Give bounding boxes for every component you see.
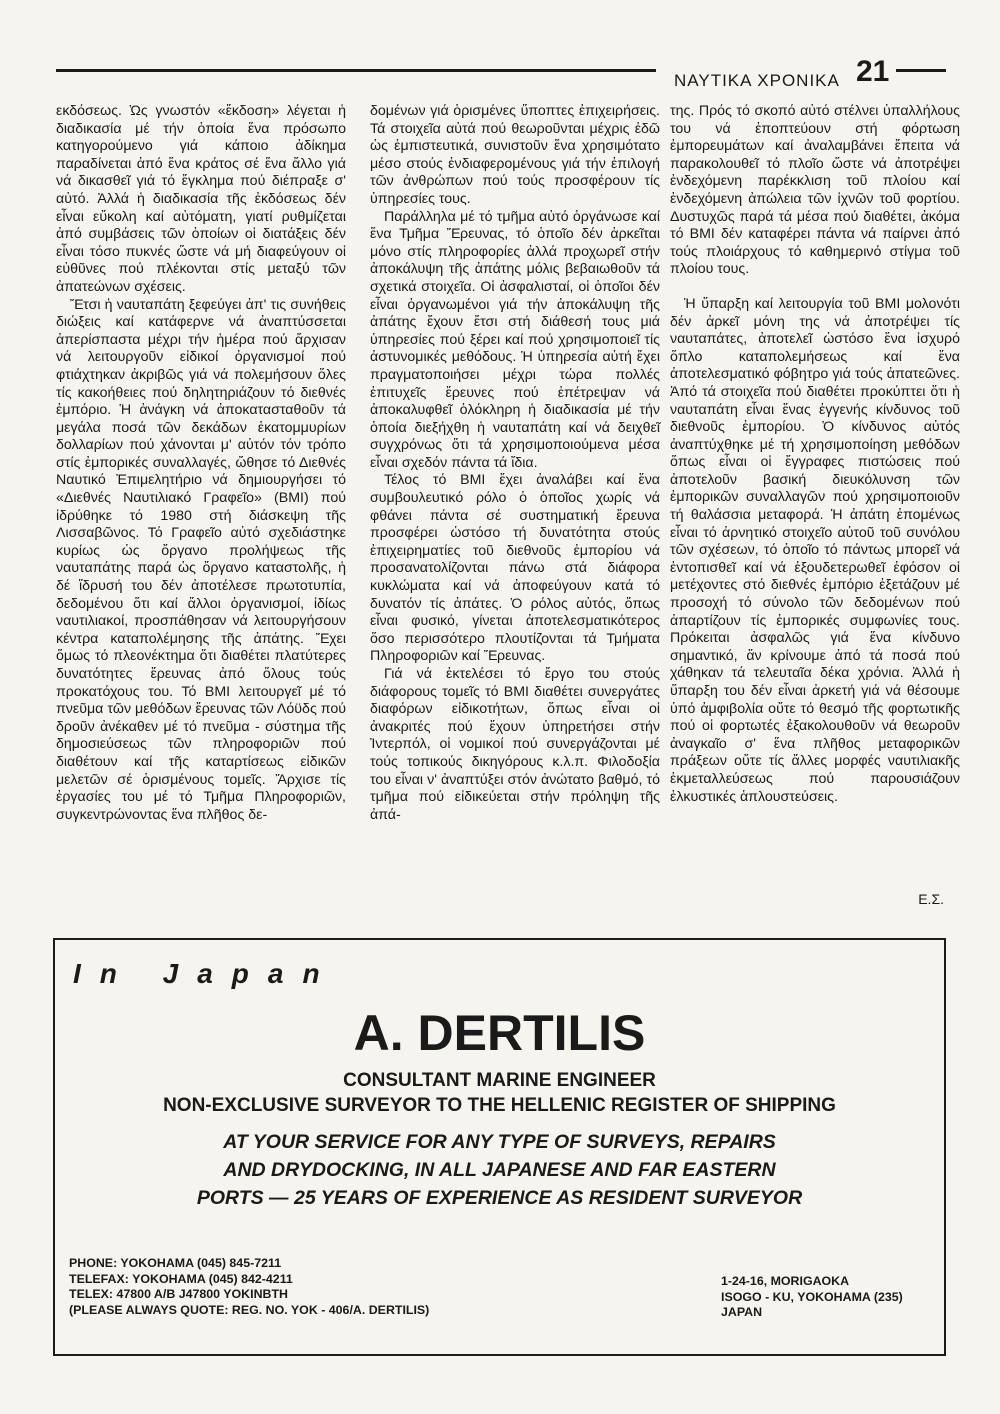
ad-phone: PHONE: YOKOHAMA (045) 845-7211 — [69, 1256, 282, 1270]
header-rule-right — [896, 69, 946, 72]
article-paragraph: Γιά νά ἐκτελέσει τό ἔργο του στούς διάφορους τομεῖς τό ΒΜΙ διαθέτει συνεργάτες διαφόρων εἰδικοτήτων, ὅπως εἶναι οἱ ἀνακριτές πού ἔχουν ὑπηρετήσει στήν Ἰντερπόλ, οἱ νομικοί πού συνεργάζονται μέ τούς τοπικούς δικηγόρους κ.λ.π. Φιλοδοξία του εἶναι ν' ἀναπτύξει στόν ἀνώτατο βαθμό, τό τμῆμα πού εἰδικεύεται στήν πρόληψη τῆς ἀπά- — [370, 666, 660, 823]
ad-service-line: AND DRYDOCKING, IN ALL JAPANESE AND FAR EASTERN — [223, 1159, 776, 1181]
header-rule-left — [56, 69, 656, 72]
article-paragraph: εκδόσεως. Ὡς γνωστόν «ἔκδοση» λέγεται ἡ διαδικασία μέ τήν ὁποία ἕνα πρόσωπο κατηγορούμενο γιά κάποιο ἀδίκημα παραδίνεται ἀπό ἕνα κράτος σέ ἕνα ἄλλο γιά νά δικασθεῖ γιά τό ἔγκλημα πού διέπραξε σ' αὐτό. Ἀλλά ἡ διαδικασία τῆς ἐκδόσεως δέν εἶναι εὔκολη καί αὐτόματη, γιατί ρυθμίζεται ἀπό συμβάσεις τῶν ὁποίων οἱ διατάξεις δέν εἶναι τόσο πυκνές ὥστε νά μή διαφεύγουν οἱ εὐθῦνες πού πλέκονται στίς μεταξύ τῶν ἀπατεώνων σχέσεις. — [56, 103, 346, 295]
ad-telefax: TELEFAX: YOKOHAMA (045) 842-4211 — [69, 1271, 293, 1286]
article-paragraph: Τέλος τό ΒΜΙ ἔχει ἀναλάβει καί ἕνα συμβουλευτικό ρόλο ὁ ὁποῖος χωρίς νά φθάνει πάντα σέ συστηματική ἔρευνα προσφέρει ὡστόσο τή δυνατότητα στούς ἐπιχειρηματίες τοῦ διεθνοῦς ἐμπορίου νά προσανατολίζονται πάνω στά διάφορα κυκλώματα καί νά ἀποφεύγουν κατά τό δυνατόν τίς ἀπάτες. Ὁ ρόλος αὐτός, ὅπως εἶναι φυσικό, γίνεται ἀποτελεσματικότερος ὅσο περισσότερο πλουτίζονται τά Τμήματα Πληροφοριῶν καί Ἔρευνας. — [370, 472, 660, 665]
ad-title: CONSULTANT MARINE ENGINEER — [343, 1070, 656, 1091]
page-number: 21 — [856, 55, 890, 88]
advertisement-box — [53, 938, 946, 1356]
article-column-3 — [670, 103, 960, 806]
ad-address-line: 1-24-16, MORIGAOKA — [721, 1274, 850, 1288]
article-paragraph: δομένων γιά ὁρισμένες ὕποπτες ἐπιχειρήσεις. Τά στοιχεῖα αὐτά πού θεωροῦνται μέχρις ἐδῶ ὡς ἐμπιστευτικά, συνιστοῦν ἕνα χρησιμότατο μέσο στούς ἐνδιαφερομένους γιά τήν ἐπιλογή τῶν ἀνθρώπων πού τούς προσφέρουν τίς ὑπηρεσίες τους. — [370, 103, 660, 207]
article-paragraph: Παράλληλα μέ τό τμῆμα αὐτό ὀργάνωσε καί ἕνα Τμῆμα Ἔρευνας, τό ὁποῖο δέν ἀρκεῖται μόνο στίς πληροφορίες ἀλλά προχωρεῖ στήν ἀποκάλυψη τῆς ἀπάτης μόλις βεβαιωθοῦν τά σχετικά στοιχεῖα. Οἱ ἀσφαλισταί, οἱ ὁποῖοι δέν εἶναι ὀργανωμένοι γιά τήν ἀποκάλυψη τῆς ἀπάτης ἔχουν ἔτσι στή διάθεσή τους μιά ὑπηρεσίες πού ξέρει καί πού χρησιμοποιεῖ τίς ἀστυνομικές μεθόδους. Ἡ ὑπηρεσία αὐτή ἔχει πραγματοποιήσει μέχρι τώρα πολλές ἐπιτυχεῖς ἔρευνες πού ἐπέτρεψαν νά ἀποκαλυφθεῖ ὁλόκληρη ἡ διαδικασία μέ τήν ὁποία διεξήχθη ἡ ναυταπάτη καί νά δειχθεῖ συγχρόνως ὅτι τά χρησιμοποιούμενα μέσα εἶναι σχεδόν πάντα τά ἴδια. — [370, 208, 660, 471]
ad-address — [721, 1274, 903, 1321]
ad-service-text — [55, 1128, 944, 1212]
article-paragraph: Ἡ ὕπαρξη καί λειτουργία τοῦ ΒΜΙ μολονότι δέν ἀρκεῖ μόνη της νά ἀποτρέψει τίς ναυταπάτες, ἀποτελεῖ ὡστόσο ἕνα ἰσχυρό ὅπλο καταπολεμήσεως καί ἕνα ἀποτελεσματικό φόβητρο γιά τούς ἀπατεῶνες. Ἀπό τά στοιχεῖα πού διαθέτει προκύπτει ὅτι ἡ ναυταπάτη εἶναι ἕνας ἐγγενής κίνδυνος τοῦ διεθνοῦς ἐμπορίου. Ὁ κίνδυνος αὐτός ἀναπτύχθηκε μέ τή χρησιμοποίηση μεθόδων ὅπως εἶναι οἱ ἔγγραφες πιστώσεις πού ἀποτελοῦν βασική διευκόλυνση τῶν ἐμπορικῶν συναλλαγῶν πού χρησιμοποιοῦν τή θαλάσσια μεταφορά. Ἡ ἀπάτη ἑπομένως εἶναι τό ἀρνητικό στοιχεῖο αὐτοῦ τοῦ συνόλου τῶν σχέσεων, τό ὁποῖο τό πάντως μπορεῖ νά ἐντοπισθεῖ καί νά ἐξουδετερωθεῖ ἐφόσον οἱ μετέχοντες στό διεθνές ἐμπόριο ἐξετάζουν μέ προσοχή τό σύνολο τῶν δεδομένων πού ἀπαρτίζουν τίς ἐμπορικές συμφωνίες τους. Πρόκειται ἀσφαλῶς γιά ἕνα κίνδυνο σημαντικό, ἄν κρίνουμε ἀπό τά ποσά πού χάθηκαν τά τελευταῖα δέκα χρόνια. Ἀλλά ἡ ὕπαρξη του δέν εἶναι ἀρκετή γιά νά θέσουμε ὑπό ἀμφιβολία οὔτε τό θεσμό τῆς φορτωτικῆς πού οἱ φορτωτές ἐξακολουθοῦν νά θεωροῦν ἀναγκαῖο σ' ἕνα πλῆθος μεταφορικῶν πράξεων οὔτε τίς ἄλλες μορφές ναυτιλιακῆς ἐκμεταλλεύσεως πού παρουσιάζουν ἑλκυστικές ἁπλουστεύσεις. — [670, 295, 960, 805]
ad-tagline: In Japan — [73, 958, 339, 989]
author-signature: Ε.Σ. — [918, 891, 944, 907]
ad-telex: TELEX: 47800 A/B J47800 YOKINBTH — [69, 1287, 288, 1301]
ad-address-line: ISOGO - KU, YOKOHAMA (235) — [721, 1289, 903, 1304]
ad-service-line: PORTS — 25 YEARS OF EXPERIENCE AS RESIDENT SURVEYOR — [196, 1187, 803, 1209]
ad-service-line: AT YOUR SERVICE FOR ANY TYPE OF SURVEYS, REPAIRS — [223, 1131, 776, 1153]
ad-address-line: JAPAN — [721, 1305, 763, 1319]
ad-reference: (PLEASE ALWAYS QUOTE: REG. NO. YOK - 406/A. DERTILIS) — [69, 1302, 430, 1317]
article-paragraph: της. Πρός τό σκοπό αὐτό στέλνει ὑπαλλήλους του νά ἐποπτεύουν στή φόρτωση ἐμπορευμάτων καί ἀναλαμβάνει ἔπειτα νά παρακολουθεῖ τό πλοῖο ὥστε νά ἀποτρέψει ἐνδεχόμενη παρέκκλιση τοῦ πλοίου καί ἐνδεχόμενη ἀπώλεια τῶν ἰχνῶν τοῦ φορτίου. Δυστυχῶς παρά τά μέσα πού διαθέτει, ἀκόμα τό ΒΜΙ δέν καταφέρει πάντα νά παίρνει ἀπό τούς πλοιάρχους τό καθημερινό στίγμα τοῦ πλοίου τους. — [670, 103, 960, 278]
ad-subtitle: NON-EXCLUSIVE SURVEYOR TO THE HELLENIC REGISTER OF SHIPPING — [163, 1095, 836, 1116]
article-column-1 — [56, 103, 346, 824]
article-column-2 — [370, 103, 660, 824]
ad-company-name: A. DERTILIS — [353, 1005, 646, 1061]
ad-contact-info — [69, 1256, 429, 1318]
article-paragraph: Ἔτσι ἡ ναυταπάτη ξεφεύγει ἀπ' τις συνήθεις διώξεις καί κατάφερνε νά ἀναπτύσσεται ἀπερίσπαστα μέχρι τήν ἡμέρα πού ἄρχισαν νά λειτουργοῦν εἰδικοί ὀργανισμοί πού φτιάχτηκαν ἀκριβῶς γιά νά πολεμήσουν ὅλες τίς κακοήθειες πού δηλητηριάζουν τό διεθνές ἐμπόριο. Ἡ ἀνάγκη νά ἀποκατασταθοῦν τά μεγάλα ποσά τῶν δεκάδων ἑκατομμυρίων δολλαρίων πού χάνονται μ' αὐτόν τόν τρόπο στίς ἐμπορικές συναλλαγές, ὤθησε τό Διεθνές Ναυτικό Ἐπιμελητήριο νά δημιουργήσει τό «Διεθνές Ναυτιλιακό Γραφεῖο» (ΒΜΙ) πού ἱδρύθηκε τό 1980 στή διάσκεψη τῆς Λισσαβῶνος. Τό Γραφεῖο αὐτό σχεδιάστηκε κυρίως ὡς ὄργανο προλήψεως τῆς ναυταπάτης παρά ὡς ὄργανο καταστολῆς, ἡ δέ ἵδρυσή του δέν ἀποτέλεσε πρωτοτυπία, δεδομένου ὅτι καί ἄλλοι ὀργανισμοί, ἰδίως ναυτιλιακοί, προσπάθησαν νά λειτουργήσουν κέντρα καταπολέμησης τῆς ἀπάτης. Ἔχει ὅμως τό πλεονέκτημα ὅτι διαθέτει πλατύτερες δυνατότητες ἔρευνας ἀπό ὅλους τούς προκατόχους του. Τό ΒΜΙ λειτουργεῖ μέ τό πνεῦμα τῶν μεθόδων ἔρευνας τῶν Λόϋδς πού δροῦν ἀνέκαθεν μέ τό πνεῦμα - σύστημα τῆς δημοσιεύσεως τῶν πληροφοριῶν πού διαθέτουν καί τῆς καταρτίσεως εἰδικῶν μελετῶν σέ ὁρισμένους τομεῖς. Ἄρχισε τίς ἐργασίες του μέ τό Τμῆμα Πληροφοριῶν, συγκεντρώνοντας ἕνα πλῆθος δε- — [56, 296, 346, 823]
page-header — [56, 55, 946, 95]
article-body — [56, 103, 960, 928]
journal-title: ΝΑΥΤΙΚΑ ΧΡΟΝΙΚΑ — [674, 71, 840, 90]
